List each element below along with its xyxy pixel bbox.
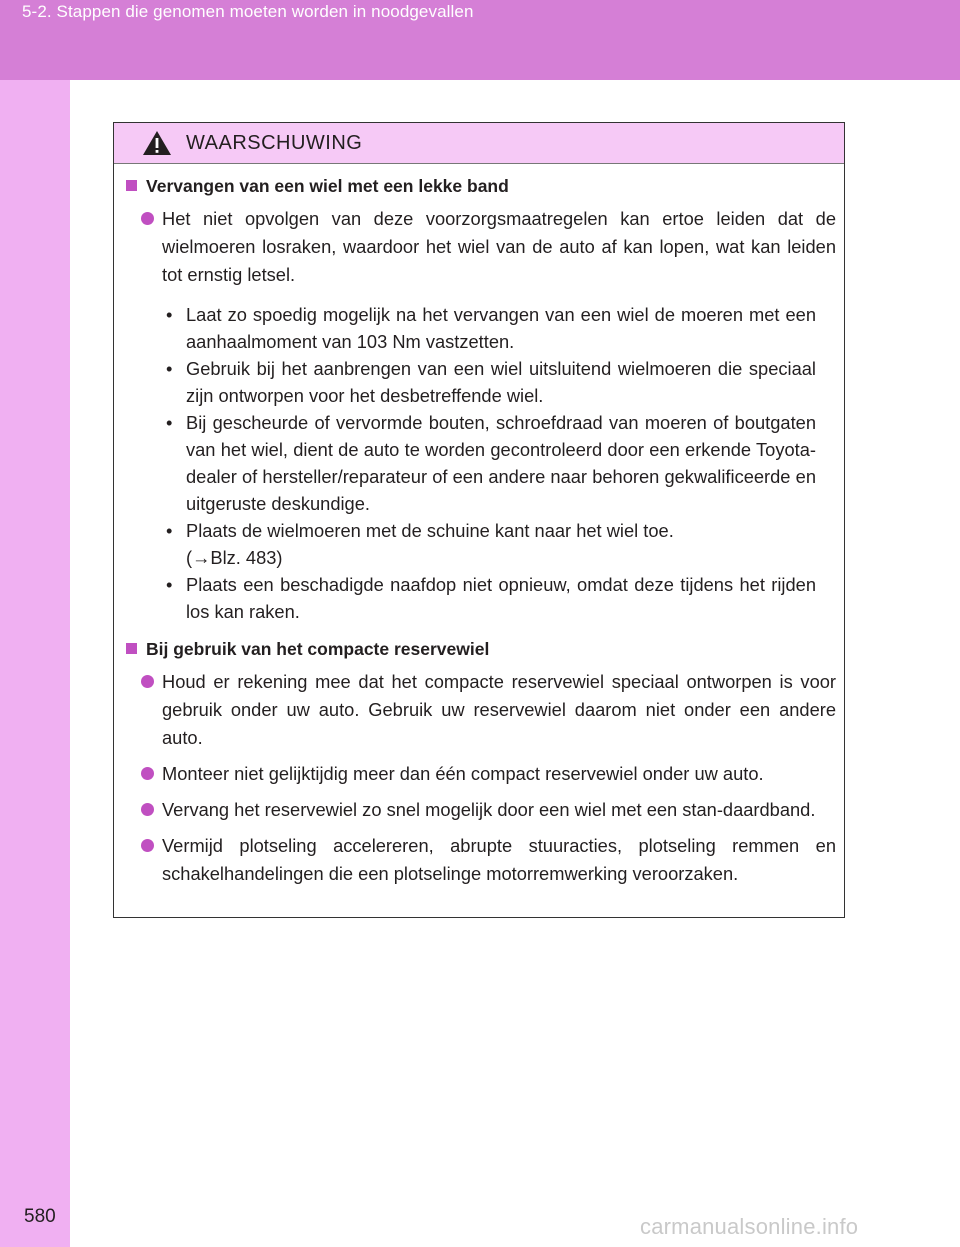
list-item: • Plaats een beschadigde naafdop niet opnieuw, omdat deze tijdens het rijden los kan raken. [166,574,816,622]
section-title: 5-2. Stappen die genomen moeten worden in noodgevallen [22,2,474,21]
round-bullet-icon [141,212,154,225]
warning-header [114,123,844,164]
list-item: Het niet opvolgen van deze voorzorgsmaatregelen kan ertoe leiden dat de wielmoeren losraken, waardoor het wiel van de auto af kan lopen, wat kan leiden tot ernstig letsel. [141,205,836,289]
list-item: Vervang het reservewiel zo snel mogelijk door een wiel met een stan-daardband. [141,796,836,824]
warning-box [113,122,845,918]
square-bullet-icon [126,643,137,654]
list-item: • Gebruik bij het aanbrengen van een wiel uitsluitend wielmoeren die speciaal zijn ontworpen voor het desbetreffende wiel. [166,358,816,406]
square-bullet-icon [126,180,137,191]
section-heading-compact-spare: Bij gebruik van het compacte reservewiel [126,639,836,660]
round-bullet-icon [141,767,154,780]
list-item: Vermijd plotseling accelereren, abrupte stuuracties, plotseling remmen en schakelhandelingen die een plotselinge motorremwerking veroorzaken. [141,832,836,888]
warning-title: WAARSCHUWING [186,131,363,154]
header-band [0,0,960,80]
section-heading-flat-tire: Vervangen van een wiel met een lekke band [126,176,836,197]
list-item: Houd er rekening mee dat het compacte reservewiel speciaal ontworpen is voor gebruik onder uw auto. Gebruik uw reservewiel daarom niet onder een andere auto. [141,668,836,752]
round-bullet-icon [141,839,154,852]
warning-triangle-icon [142,130,172,156]
list-item: • Bij gescheurde of vervormde bouten, schroefdraad van moeren of boutgaten van het wiel, dient de auto te worden gecontroleerd door een erkende Toyota-dealer of hersteller/reparateur of een andere naar behoren gekwalificeerde en uitgeruste deskundige. [166,412,816,514]
warning-body [114,164,844,888]
round-bullet-icon [141,803,154,816]
list-item: Monteer niet gelijktijdig meer dan één compact reservewiel onder uw auto. [141,760,836,788]
page-reference-link[interactable]: (→Blz. 483) [186,547,283,568]
list-item: • Plaats de wielmoeren met de schuine kant naar het wiel toe. (→Blz. 483) [166,520,674,568]
watermark: carmanualsonline.info [640,1214,859,1239]
list-item: • Laat zo spoedig mogelijk na het vervangen van een wiel de moeren met een aanhaalmoment van 103 Nm vastzetten. [166,304,816,352]
side-band [0,80,70,1247]
round-bullet-icon [141,675,154,688]
bullet-list [166,301,816,625]
page-number: 580 [24,1206,56,1227]
